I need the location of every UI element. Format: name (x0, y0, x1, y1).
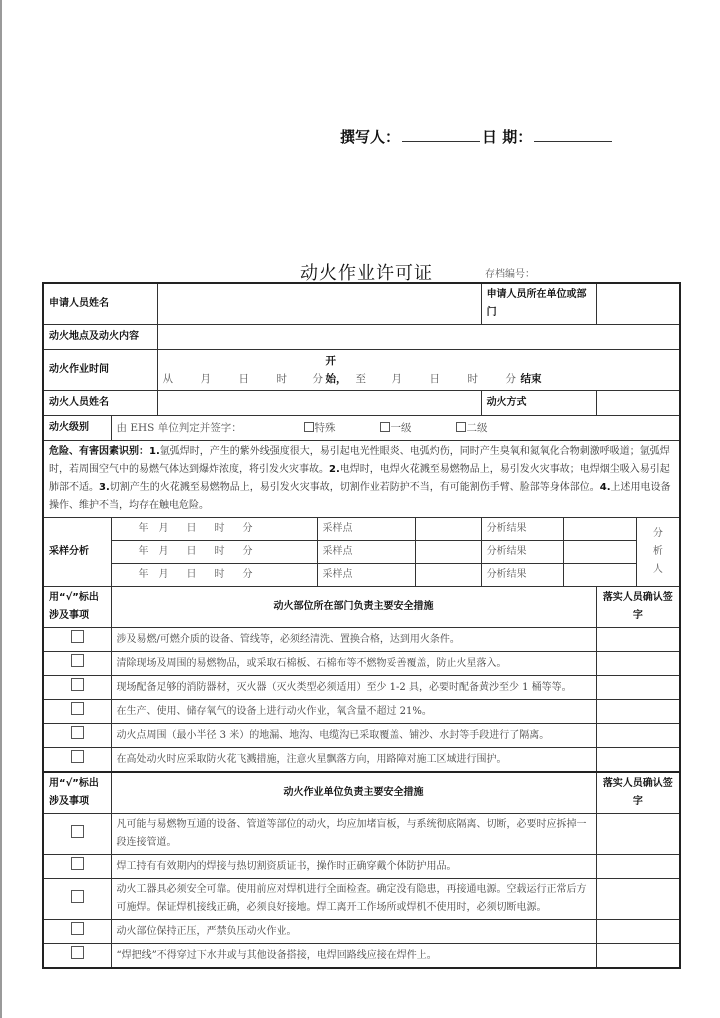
applicant-dept-label: 申请人员所在单位或部门 (481, 283, 596, 325)
unit-month: 月 (158, 569, 169, 580)
unit-minute: 分 (242, 546, 253, 557)
hazard-text: 氩弧焊时，产生的紫外线强度很大，易引起电光性眼炎、电弧灼伤，同时产生臭氧和氮氧化合物刺激呼吸道；氩弧焊时，若周围空气中的易燃气体达到爆炸浓度，将引发火灾事故。 (49, 446, 670, 475)
section1-header-row (43, 587, 680, 628)
checkbox-icon[interactable] (71, 890, 84, 903)
checkbox-icon[interactable] (71, 654, 84, 667)
measure-check-cell[interactable] (43, 879, 111, 920)
confirm-signature-field[interactable] (596, 724, 680, 748)
mark-header: 用“√”标出涉及事项 (43, 772, 111, 814)
page-title: 动火作业许可证 (300, 263, 433, 284)
measure-check-cell[interactable] (43, 724, 111, 748)
confirm-signature-field[interactable] (596, 628, 680, 652)
measure-text: 清除现场及周围的易燃物品，或采取石棉板、石棉布等不燃物妥善覆盖，防止火星落入。 (111, 652, 596, 676)
checkbox-icon[interactable] (71, 857, 84, 870)
analyst-char: 人 (652, 564, 663, 575)
time-end-minute: 分 (505, 373, 516, 385)
measures-header: 动火部位所在部门负责主要安全措施 (111, 587, 596, 628)
hazard-text: 切割产生的火花溅至易燃物品上，易引发火灾事故，切割作业若防护不当，有可能割伤手臂、脸部等身体部位。 (109, 482, 600, 493)
time-end-month: 月 (391, 373, 402, 385)
date-label: 日 期： (482, 128, 533, 146)
checkbox-icon[interactable] (71, 825, 84, 838)
time-end-day: 日 (429, 373, 440, 385)
unit-hour: 时 (214, 569, 225, 580)
sample-point-label: 采样点 (317, 541, 415, 564)
analysis-result-field[interactable] (563, 518, 636, 541)
sample-time[interactable] (111, 518, 317, 541)
time-from: 从 (162, 373, 173, 385)
method-field[interactable] (596, 391, 680, 416)
author-field[interactable] (402, 129, 480, 142)
unit-year: 年 (138, 569, 149, 580)
measure-check-cell[interactable] (43, 700, 111, 724)
measure-check-cell[interactable] (43, 944, 111, 969)
time-start-label: 开始， (325, 355, 347, 385)
confirm-signature-field[interactable] (596, 855, 680, 879)
unit-hour: 时 (214, 523, 225, 534)
level-option-label: 一级 (390, 422, 412, 434)
unit-day: 日 (186, 569, 197, 580)
time-start-day: 日 (238, 373, 249, 385)
unit-month: 月 (158, 523, 169, 534)
applicant-dept-field[interactable] (596, 283, 680, 325)
measure-check-cell[interactable] (43, 628, 111, 652)
author-date-line (340, 126, 614, 147)
page-left-edge (0, 0, 2, 1018)
measure-check-cell[interactable] (43, 920, 111, 944)
measure-row (43, 652, 680, 676)
analyst-char: 分 (652, 528, 663, 539)
analyst-char: 析 (652, 546, 663, 557)
location-content-field[interactable] (157, 325, 680, 350)
measure-check-cell[interactable] (43, 748, 111, 773)
archive-number-label: 存档编号： (485, 269, 535, 280)
confirm-signature-field[interactable] (596, 879, 680, 920)
measure-check-cell[interactable] (43, 855, 111, 879)
time-end-hour: 时 (467, 373, 478, 385)
unit-day: 日 (186, 546, 197, 557)
confirm-signature-field[interactable] (596, 700, 680, 724)
hazard-identification (43, 441, 680, 518)
measure-row (43, 676, 680, 700)
hot-work-permit-form (42, 282, 681, 969)
sample-point-label: 采样点 (317, 518, 415, 541)
sample-point-field[interactable] (415, 518, 481, 541)
level-label: 动火级别 (43, 416, 111, 441)
confirm-signature-field[interactable] (596, 652, 680, 676)
unit-minute: 分 (242, 569, 253, 580)
work-time-label: 动火作业时间 (43, 350, 157, 391)
mark-header: 用“√”标出涉及事项 (43, 587, 111, 628)
measure-text: 涉及易燃/可燃介质的设备、管线等，必须经清洗、置换合格，达到用火条件。 (111, 628, 596, 652)
measure-check-cell[interactable] (43, 676, 111, 700)
location-content-label: 动火地点及动火内容 (43, 325, 157, 350)
level-option-first[interactable] (380, 419, 412, 437)
measure-row (43, 724, 680, 748)
unit-day: 日 (186, 523, 197, 534)
level-option-label: 二级 (466, 422, 488, 434)
measure-text: 凡可能与易燃物互通的设备、管道等部位的动火，均应加堵盲板，与系统彻底隔离、切断，必要时应拆掉一段连接管道。 (111, 814, 596, 855)
hazard-text: 电焊时，电焊火花溅至易燃物品上，易引发火灾事故；电焊烟尘吸入易引起肺部不适。 (49, 464, 670, 493)
hazard-num: 1. (149, 446, 160, 457)
checkbox-icon[interactable] (71, 726, 84, 739)
hazard-row (43, 441, 680, 518)
hazard-text: 上述用电设备操作、维护不当，均存在触电危险。 (49, 482, 671, 511)
checkbox-icon[interactable] (71, 678, 84, 691)
hazard-label: 危险、有害因素识别： (49, 446, 149, 457)
time-start-month: 月 (200, 373, 211, 385)
confirm-signature-field[interactable] (596, 944, 680, 969)
checkbox-icon[interactable] (71, 702, 84, 715)
unit-minute: 分 (242, 523, 253, 534)
measure-check-cell[interactable] (43, 814, 111, 855)
sample-point-field[interactable] (415, 541, 481, 564)
measure-check-cell[interactable] (43, 652, 111, 676)
time-to: 至 (355, 373, 366, 385)
hazard-num: 3. (99, 482, 110, 493)
analysis-result-field[interactable] (563, 564, 636, 587)
work-time-row (43, 350, 680, 391)
sampling-row (43, 518, 680, 541)
analysis-result-field[interactable] (563, 541, 636, 564)
checkbox-icon[interactable] (71, 630, 84, 643)
section2-header-row (43, 772, 680, 814)
measure-row (43, 944, 680, 969)
measure-row (43, 700, 680, 724)
confirm-header: 落实人员确认签字 (596, 772, 680, 814)
sample-time[interactable] (111, 541, 317, 564)
sample-time[interactable] (111, 564, 317, 587)
confirm-signature-field[interactable] (596, 920, 680, 944)
measure-text: 在生产、使用、储存氧气的设备上进行动火作业，氧含量不超过 21%。 (111, 700, 596, 724)
analyst-label (636, 518, 680, 587)
location-row (43, 325, 680, 350)
method-label: 动火方式 (481, 391, 596, 416)
sampling-row (43, 541, 680, 564)
measure-row (43, 748, 680, 773)
measure-text: 现场配备足够的消防器材，灭火器（灭火类型必须适用）至少 1-2 具，必要时配备黄沙至少 1 桶等等。 (111, 676, 596, 700)
level-option-special[interactable] (304, 419, 336, 437)
time-start-minute: 分 (312, 373, 323, 385)
author-label: 撰写人： (340, 128, 401, 146)
confirm-signature-field[interactable] (596, 748, 680, 773)
measure-row (43, 879, 680, 920)
unit-hour: 时 (214, 546, 225, 557)
applicant-name-label: 申请人员姓名 (43, 283, 157, 325)
level-row (43, 416, 680, 441)
checkbox-icon[interactable] (380, 422, 390, 432)
measure-text: 焊工持有有效期内的焊接与热切割资质证书，操作时正确穿戴个体防护用品。 (111, 855, 596, 879)
measure-text: 动火点周围（最小半径 3 米）的地漏、地沟、电缆沟已采取覆盖、铺沙、水封等手段进行了隔离。 (111, 724, 596, 748)
hazard-num: 4. (599, 482, 611, 493)
worker-name-field[interactable] (157, 391, 481, 416)
measure-text: 动火工器具必须安全可靠。使用前应对焊机进行全面检查。确定没有隐患，再接通电源。空载运行正常后方可施焊。保证焊机接线正确，必须良好接地。焊工离开工作场所或焊机不使用时，必须切断电源。 (111, 879, 596, 920)
level-option-label: 特殊 (314, 422, 336, 434)
date-field[interactable] (534, 129, 612, 142)
worker-name-label: 动火人员姓名 (43, 391, 157, 416)
confirm-header: 落实人员确认签字 (596, 587, 680, 628)
unit-year: 年 (138, 523, 149, 534)
level-desc: 由 EHS 单位判定并签字： (116, 422, 242, 434)
work-time-field[interactable] (157, 350, 680, 391)
unit-year: 年 (138, 546, 149, 557)
measure-row (43, 920, 680, 944)
sampling-label: 采样分析 (43, 518, 111, 587)
applicant-name-field[interactable] (157, 283, 481, 325)
measure-row (43, 628, 680, 652)
measure-row (43, 855, 680, 879)
applicant-row (43, 283, 680, 325)
level-option-second[interactable] (456, 419, 488, 437)
measure-text: “焊把线”不得穿过下水井或与其他设备搭接，电焊回路线应接在焊件上。 (111, 944, 596, 969)
sampling-row (43, 564, 680, 587)
measure-text: 动火部位保持正压，严禁负压动火作业。 (111, 920, 596, 944)
analysis-result-label: 分析结果 (481, 541, 563, 564)
measure-row (43, 814, 680, 855)
time-end-label: 结束 (520, 373, 542, 385)
worker-row (43, 391, 680, 416)
unit-month: 月 (158, 546, 169, 557)
checkbox-icon[interactable] (456, 422, 466, 432)
measure-text: 在高处动火时应采取防火花飞溅措施，注意火星飘落方向，用路障对施工区域进行围护。 (111, 748, 596, 773)
analysis-result-label: 分析结果 (481, 564, 563, 587)
confirm-signature-field[interactable] (596, 814, 680, 855)
measures-header: 动火作业单位负责主要安全措施 (111, 772, 596, 814)
time-start-hour: 时 (276, 373, 287, 385)
sample-point-label: 采样点 (317, 564, 415, 587)
checkbox-icon[interactable] (71, 946, 84, 959)
sample-point-field[interactable] (415, 564, 481, 587)
checkbox-icon[interactable] (71, 750, 84, 763)
checkbox-icon[interactable] (304, 422, 314, 432)
checkbox-icon[interactable] (71, 922, 84, 935)
level-field (111, 416, 680, 441)
hazard-num: 2. (329, 464, 340, 475)
analysis-result-label: 分析结果 (481, 518, 563, 541)
confirm-signature-field[interactable] (596, 676, 680, 700)
